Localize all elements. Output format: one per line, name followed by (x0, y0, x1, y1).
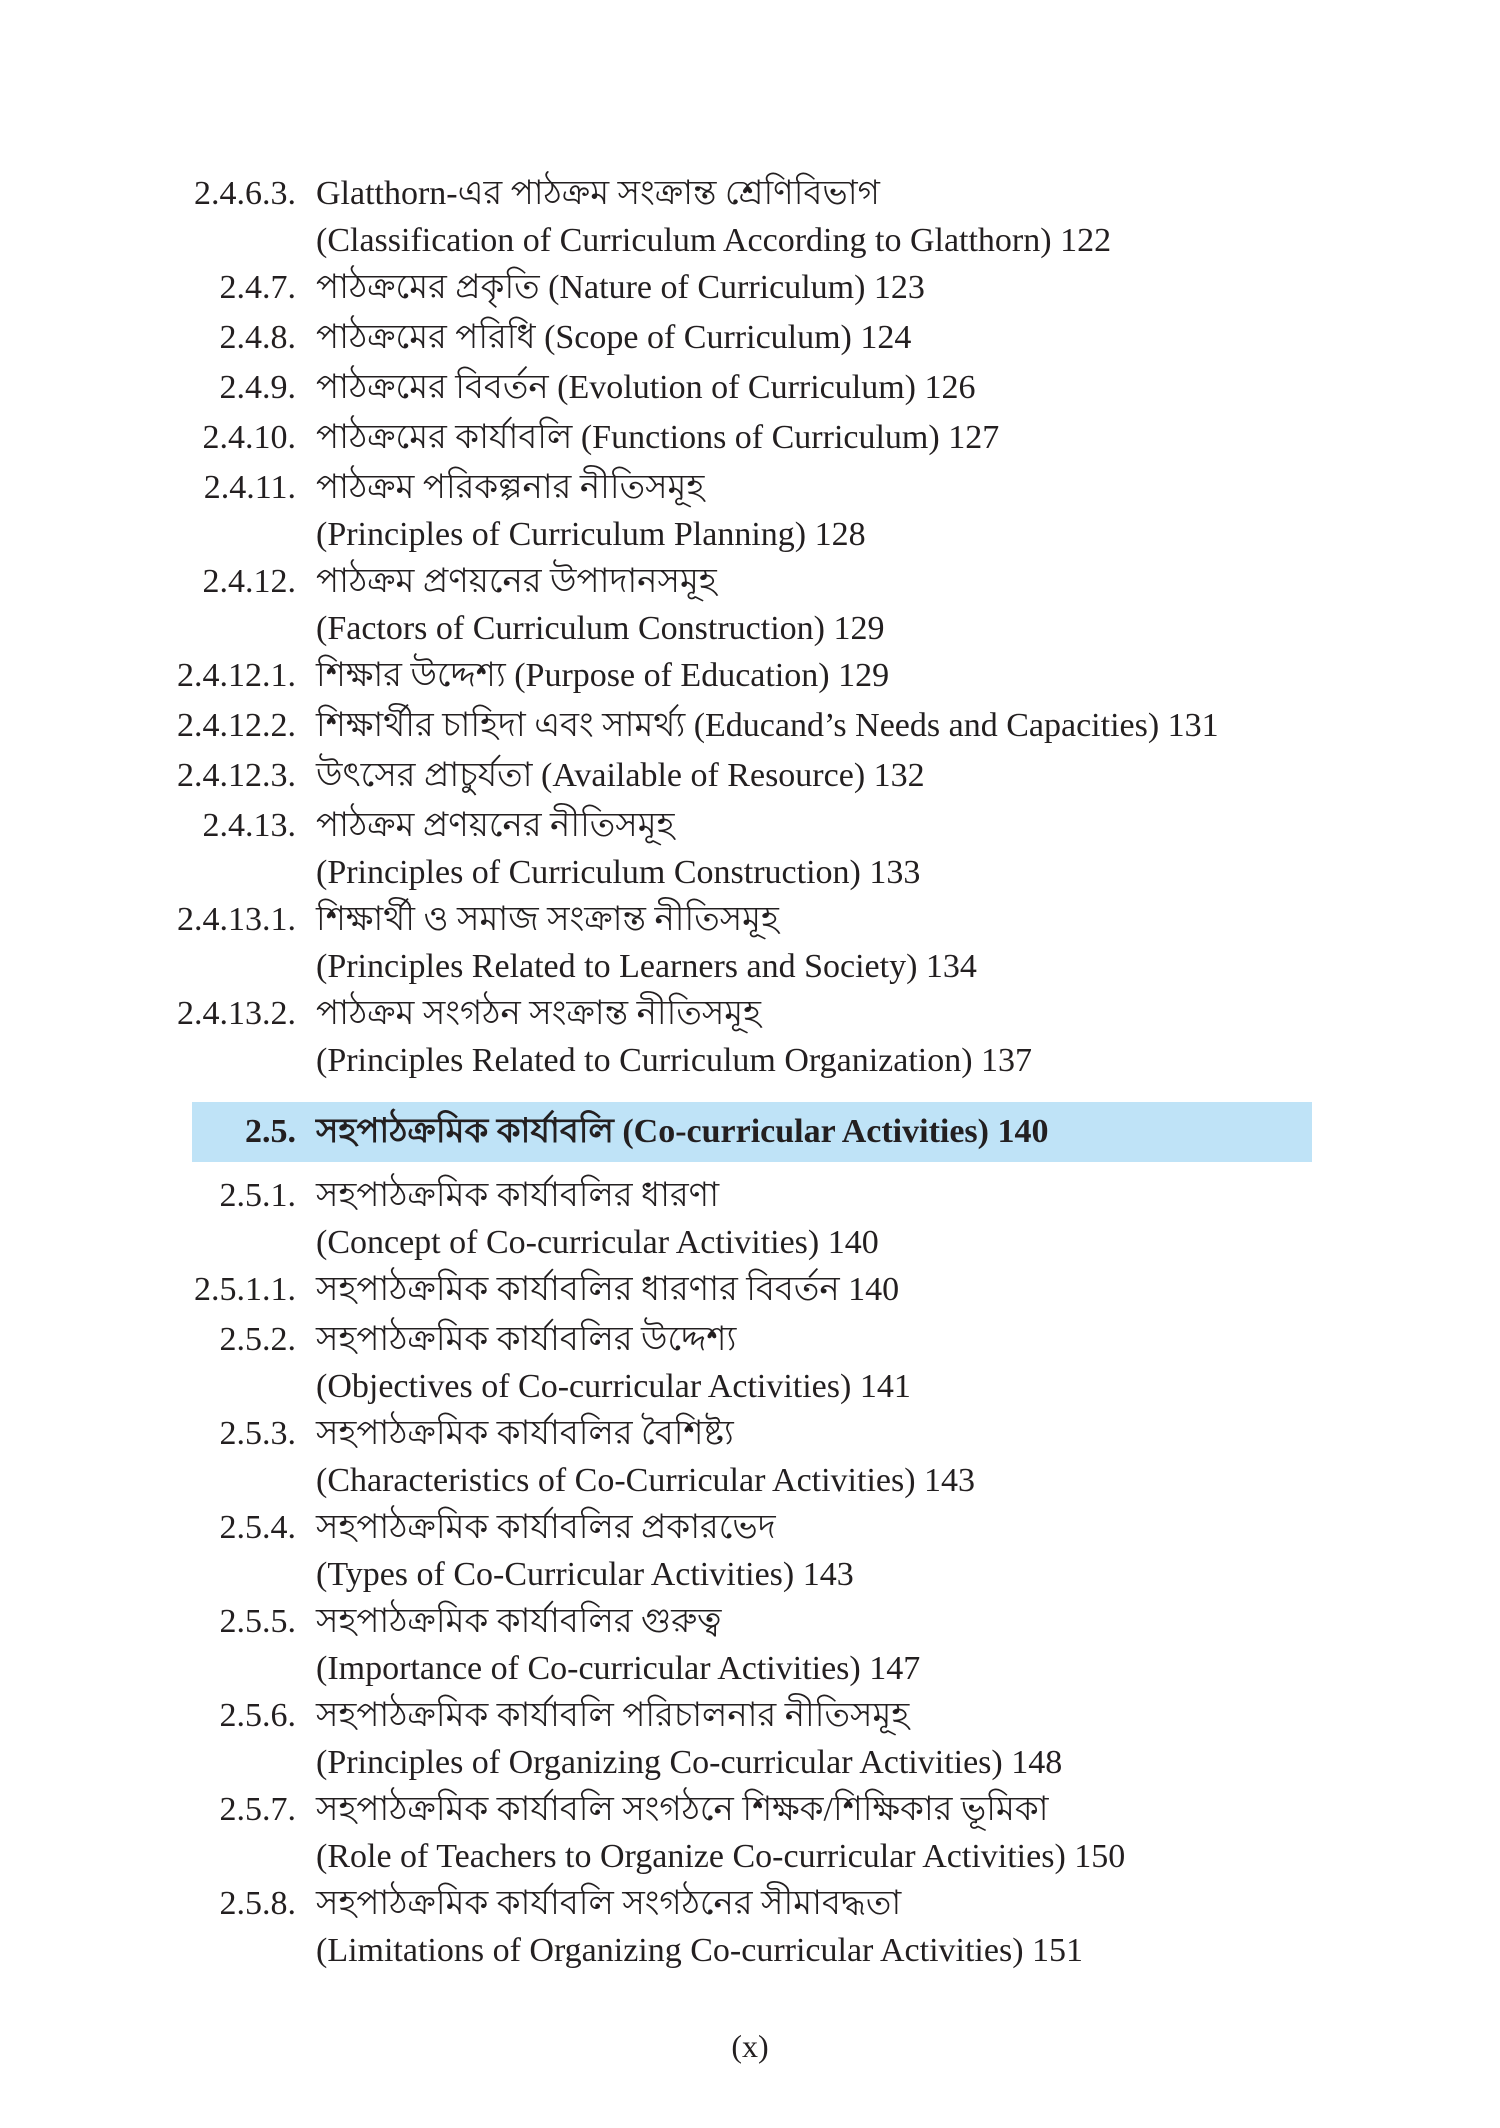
entry-text (316, 264, 925, 311)
entry-text (316, 990, 1032, 1084)
entry-number: 2.5.5. (219, 1603, 296, 1640)
entry-title: পাঠক্রমের প্রকৃতি (Nature of Curriculum) 123 (316, 269, 925, 306)
entry-number: 2.4.10. (202, 419, 296, 456)
entry-title-bengali: সহপাঠক্রমিক কার্যাবলির ধারণা (316, 1177, 720, 1214)
entry-text (316, 1786, 1125, 1880)
entry-title-bengali: Glatthorn-এর পাঠক্রম সংক্রান্ত শ্রেণিবিভাগ (316, 175, 880, 212)
toc-entry (0, 1880, 1500, 1974)
entry-title-english: (Principles of Organizing Co-curricular Activities) 148 (316, 1744, 1063, 1781)
toc-entry (0, 464, 1500, 558)
entry-text (316, 752, 925, 799)
entry-text (316, 170, 1111, 264)
entry-number: 2.5.7. (219, 1791, 296, 1828)
entry-number: 2.5.1.1. (194, 1271, 296, 1308)
entry-title-bengali: সহপাঠক্রমিক কার্যাবলি পরিচালনার নীতিসমূহ (316, 1697, 910, 1734)
entry-number: 2.4.12.1. (177, 657, 296, 694)
entry-number: 2.5.8. (219, 1885, 296, 1922)
entry-text (316, 1598, 920, 1692)
entry-number: 2.5.6. (219, 1697, 296, 1734)
toc-entry (0, 558, 1500, 652)
entry-title-english: (Limitations of Organizing Co-curricular Activities) 151 (316, 1932, 1084, 1969)
toc-entry (0, 1172, 1500, 1266)
entry-text (316, 1692, 1062, 1786)
entry-text (316, 702, 1219, 749)
entry-title-bengali: পাঠক্রম পরিকল্পনার নীতিসমূহ (316, 469, 705, 506)
entry-number: 2.5.1. (219, 1177, 296, 1214)
section-number: 2.5. (245, 1113, 296, 1150)
toc-entry (0, 314, 1500, 361)
entry-text (316, 896, 977, 990)
entry-title: সহপাঠক্রমিক কার্যাবলির ধারণার বিবর্তন 140 (316, 1271, 900, 1308)
toc-entry (0, 170, 1500, 264)
toc-entry (0, 802, 1500, 896)
section-title: সহপাঠক্রমিক কার্যাবলি (Co-curricular Activities) 140 (316, 1113, 1049, 1150)
toc-entry (0, 414, 1500, 461)
toc-entry (0, 1410, 1500, 1504)
entry-title-bengali: পাঠক্রম সংগঠন সংক্রান্ত নীতিসমূহ (316, 995, 762, 1032)
entry-title-english: (Types of Co-Curricular Activities) 143 (316, 1556, 854, 1593)
entry-text (316, 464, 866, 558)
entry-title: শিক্ষার উদ্দেশ্য (Purpose of Education) 129 (316, 657, 890, 694)
entry-title-english: (Characteristics of Co-Curricular Activities) 143 (316, 1462, 976, 1499)
page-number: (x) (731, 2028, 769, 2064)
entry-number: 2.4.13.1. (177, 901, 296, 938)
entry-title-bengali: সহপাঠক্রমিক কার্যাবলির উদ্দেশ্য (316, 1321, 737, 1358)
toc-entry (0, 702, 1500, 749)
entry-title-bengali: সহপাঠক্রমিক কার্যাবলি সংগঠনে শিক্ষক/শিক্ষিকার ভূমিকা (316, 1791, 1049, 1828)
table-of-contents (0, 170, 1500, 1974)
entry-text (316, 314, 911, 361)
entry-number: 2.4.8. (219, 319, 296, 356)
entry-text (316, 1266, 899, 1313)
entry-text (316, 802, 920, 896)
entry-text (316, 558, 884, 652)
entry-number: 2.5.4. (219, 1509, 296, 1546)
entry-number: 2.4.12. (202, 563, 296, 600)
toc-entry (0, 1316, 1500, 1410)
entry-title-bengali: সহপাঠক্রমিক কার্যাবলি সংগঠনের সীমাবদ্ধতা (316, 1885, 902, 1922)
entry-title-english: (Classification of Curriculum According to Glatthorn) 122 (316, 222, 1112, 259)
entry-title-bengali: পাঠক্রম প্রণয়নের উপাদানসমূহ (316, 563, 717, 600)
entry-title-english: (Principles of Curriculum Construction) 133 (316, 854, 921, 891)
entry-number: 2.4.13. (202, 807, 296, 844)
toc-entry (0, 990, 1500, 1084)
entry-text (316, 1880, 1083, 1974)
entry-title-english: (Role of Teachers to Organize Co-curricular Activities) 150 (316, 1838, 1126, 1875)
entry-title-english: (Principles of Curriculum Planning) 128 (316, 516, 866, 553)
entry-number: 2.4.11. (203, 469, 296, 506)
toc-entry (0, 1692, 1500, 1786)
entry-text (316, 1172, 879, 1266)
entry-title-english: (Principles Related to Curriculum Organization) 137 (316, 1042, 1033, 1079)
entry-title-english: (Principles Related to Learners and Society) 134 (316, 948, 977, 985)
entry-title-english: (Objectives of Co-curricular Activities) 141 (316, 1368, 911, 1405)
entry-number: 2.4.12.3. (177, 757, 296, 794)
entry-title-english: (Factors of Curriculum Construction) 129 (316, 610, 885, 647)
entry-title-english: (Importance of Co-curricular Activities) 147 (316, 1650, 921, 1687)
entry-title: শিক্ষার্থীর চাহিদা এবং সামর্থ্য (Educand’s Needs and Capacities) 131 (316, 707, 1219, 744)
entry-title-bengali: পাঠক্রম প্রণয়নের নীতিসমূহ (316, 807, 675, 844)
entry-number: 2.4.13.2. (177, 995, 296, 1032)
entry-text (316, 1316, 911, 1410)
entry-number: 2.4.9. (219, 369, 296, 406)
entry-title-bengali: সহপাঠক্রমিক কার্যাবলির বৈশিষ্ট্য (316, 1415, 734, 1452)
entry-text (316, 1410, 975, 1504)
entry-title: পাঠক্রমের পরিধি (Scope of Curriculum) 124 (316, 319, 912, 356)
entry-number: 2.5.2. (219, 1321, 296, 1358)
entry-text (316, 1504, 854, 1598)
toc-entry (0, 1266, 1500, 1313)
entry-text (316, 364, 976, 411)
entry-number: 2.4.7. (219, 269, 296, 306)
toc-entry (0, 896, 1500, 990)
toc-entry (0, 264, 1500, 311)
entry-title-bengali: শিক্ষার্থী ও সমাজ সংক্রান্ত নীতিসমূহ (316, 901, 779, 938)
toc-entry (0, 1504, 1500, 1598)
entry-title: পাঠক্রমের কার্যাবলি (Functions of Curriculum) 127 (316, 419, 1000, 456)
toc-entry (0, 752, 1500, 799)
entry-text (316, 652, 889, 699)
toc-entry (0, 364, 1500, 411)
toc-entry (0, 1598, 1500, 1692)
entry-number: 2.4.12.2. (177, 707, 296, 744)
entry-title: পাঠক্রমের বিবর্তন (Evolution of Curriculum) 126 (316, 369, 976, 406)
entry-title-bengali: সহপাঠক্রমিক কার্যাবলির গুরুত্ব (316, 1603, 722, 1640)
entry-title-bengali: সহপাঠক্রমিক কার্যাবলির প্রকারভেদ (316, 1509, 776, 1546)
entry-number: 2.4.6.3. (194, 175, 296, 212)
entry-number: 2.5.3. (219, 1415, 296, 1452)
toc-entry (0, 652, 1500, 699)
section-heading-highlight (192, 1102, 1312, 1162)
entry-title-english: (Concept of Co-curricular Activities) 140 (316, 1224, 879, 1261)
entry-text (316, 414, 999, 461)
entry-title: উৎসের প্রাচুর্যতা (Available of Resource) 132 (316, 757, 925, 794)
toc-entry (0, 1786, 1500, 1880)
